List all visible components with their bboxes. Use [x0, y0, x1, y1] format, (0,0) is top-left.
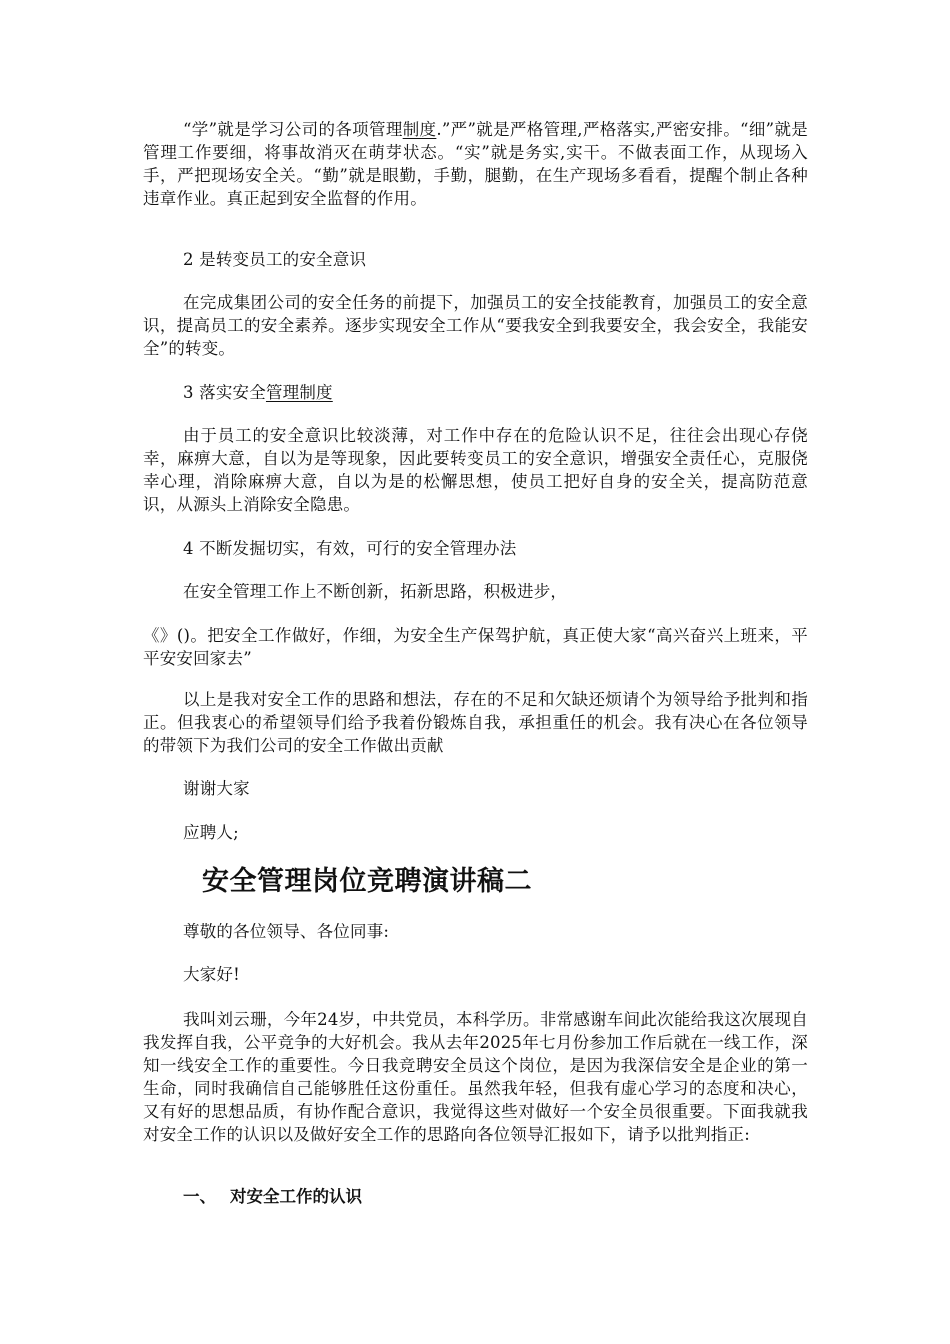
paragraph-study-strict — [143, 118, 808, 210]
heading-text: 对安全工作的认识 — [230, 1187, 362, 1206]
link-management-system[interactable]: 管理制度 — [265, 383, 333, 402]
subheading-2: 2 是转变员工的安全意识 — [183, 250, 367, 269]
paragraph-text: .”严”就是严格管理,严格落实,严密安排。“细”就是管理工作要细，将事故消灭在萌芽状态。“实”就是务实,实干。不做表面工作，从现场入手，严把现场安全关。“勤”就是眼勤，手勤，腿勤，在生产现场多看看，提醒个制止各种违章作业。真正起到安全监督的作用。 — [143, 120, 808, 208]
section-heading-1 — [183, 1185, 362, 1208]
link-system[interactable]: 制度 — [402, 120, 437, 139]
paragraph-safety-escort: 《》()。把安全工作做好，作细，为安全生产保驾护航，真正使大家“高兴奋兴上班来，平平安安回家去” — [143, 626, 808, 668]
paragraph-innovate: 在安全管理工作上不断创新，拓新思路，积极进步， — [183, 582, 568, 601]
paragraph-introduction: 我叫刘云珊，今年24岁，中共党员，本科学历。非常感谢车间此次能给我这次展现自我发挥自我，公平竞争的大好机会。我从去年2025年七月份参加工作后就在一线工作，深知一线安全工作的重要性。今日我竞聘安全员这个岗位，是因为我深信安全是企业的第一生命，同时我确信自己能够胜任这份重任。虽然我年轻，但我有虚心学习的态度和决心，又有好的思想品质，有协作配合意识，我觉得这些对做好一个安全员很重要。下面我就我对安全工作的认识以及做好安全工作的思路向各位领导汇报如下，请予以批判指正: — [143, 1010, 808, 1144]
greeting-text: 尊敬的各位领导、各位同事: — [183, 922, 390, 941]
heading-number: 一、 — [183, 1187, 216, 1206]
thanks-text: 谢谢大家 — [183, 779, 250, 798]
subheading-3 — [183, 381, 333, 404]
paragraph-text: “学”就是学习公司的各项管理 — [183, 120, 403, 139]
paragraph-risk: 由于员工的安全意识比较淡薄，对工作中存在的危险认识不足，往往会出现心存侥幸，麻痹大意，自以为是等现象，因此要转变员工的安全意识，增强安全责任心，克服侥幸心理，消除麻痹大意，自以为是的松懈思想，使员工把好自身的安全关，提高防范意识，从源头上消除安全隐患。 — [143, 426, 808, 514]
hello-text: 大家好! — [183, 965, 240, 984]
applicant-text: 应聘人; — [183, 823, 239, 842]
subheading-4: 4 不断发掘切实，有效，可行的安全管理办法 — [183, 539, 517, 558]
subheading-text: 3 落实安全 — [183, 383, 266, 402]
paragraph-conclusion: 以上是我对安全工作的思路和想法，存在的不足和欠缺还烦请个为领导给予批判和指正。但我衷心的希望领导们给予我着份锻炼自我，承担重任的机会。我有决心在各位领导的带领下为我们公司的安全工作做出贡献 — [143, 690, 808, 755]
section-title: 安全管理岗位竞聘演讲稿二 — [202, 866, 532, 897]
paragraph-awareness: 在完成集团公司的安全任务的前提下，加强员工的安全技能教育，加强员工的安全意识，提高员工的安全素养。逐步实现安全工作从“要我安全到我要安全，我会安全，我能安全”的转变。 — [143, 293, 808, 358]
